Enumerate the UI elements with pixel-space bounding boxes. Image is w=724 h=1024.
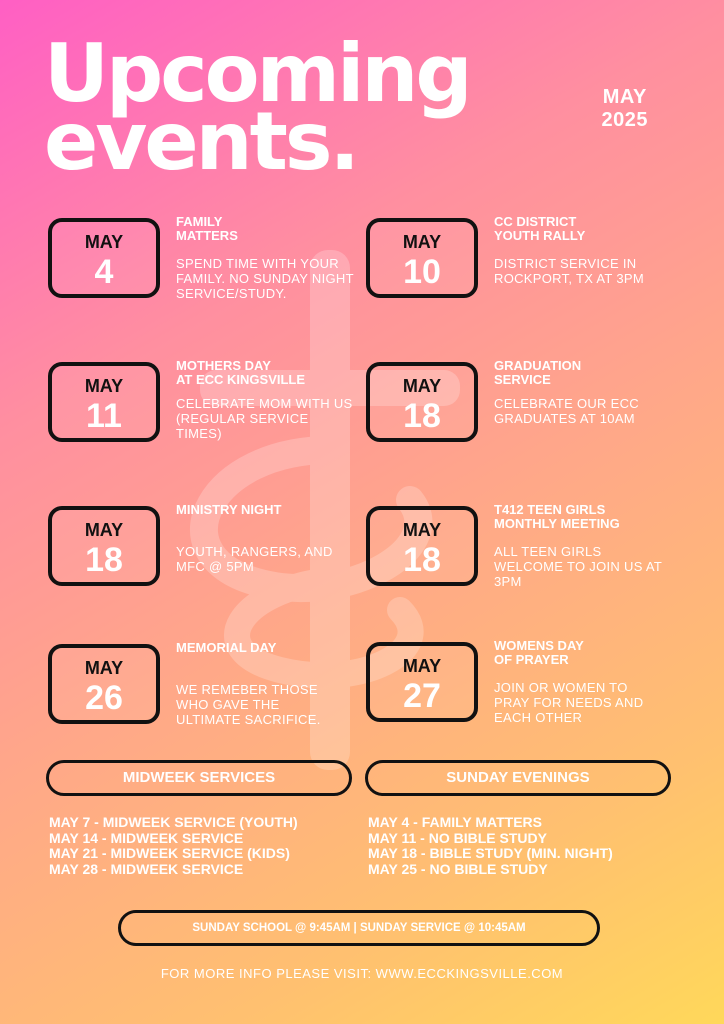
date-box	[366, 218, 478, 298]
event-title-line: YOUTH RALLY	[494, 228, 586, 243]
event-description: SPEND TIME WITH YOUR FAMILY. NO SUNDAY NIGHT SERVICE/STUDY.	[176, 256, 354, 301]
page-title	[44, 27, 470, 188]
event-card	[48, 358, 368, 462]
event-title-line: MINISTRY NIGHT	[176, 502, 282, 517]
date-box	[48, 218, 160, 298]
event-month: MAY	[402, 520, 442, 540]
event-title-line: GRADUATION	[494, 358, 582, 373]
event-month: MAY	[84, 232, 124, 252]
event-description: YOUTH, RANGERS, AND MFC @ 5PM	[176, 544, 333, 574]
service-times-banner: SUNDAY SCHOOL @ 9:45AM | SUNDAY SERVICE @ 10:45AM	[118, 910, 600, 946]
event-title-line: WOMENS DAY	[494, 638, 584, 653]
date-box	[366, 642, 478, 722]
date-box	[48, 506, 160, 586]
event-title	[494, 215, 694, 243]
event-day: 4	[94, 253, 114, 291]
event-month: MAY	[84, 658, 124, 678]
event-title	[176, 641, 376, 655]
event-description: JOIN OR WOMEN TO PRAY FOR NEEDS AND EACH OTHER	[494, 680, 644, 725]
event-description: DISTRICT SERVICE IN ROCKPORT, TX AT 3PM	[494, 256, 644, 286]
event-title-line: SERVICE	[494, 372, 551, 387]
event-title-line: MONTHLY MEETING	[494, 516, 620, 531]
event-card	[366, 358, 686, 462]
title-line-2: events.	[44, 95, 357, 188]
list-item: MAY 4 - FAMILY MATTERS	[368, 814, 542, 830]
event-month: MAY	[402, 232, 442, 252]
event-card	[366, 638, 686, 742]
midweek-services-label: MIDWEEK SERVICES	[46, 760, 352, 796]
sunday-evenings-list	[368, 815, 613, 877]
event-day: 18	[403, 397, 441, 435]
list-item: MAY 11 - NO BIBLE STUDY	[368, 829, 547, 846]
list-item: MAY 14 - MIDWEEK SERVICE	[49, 829, 244, 846]
event-card	[48, 640, 368, 744]
event-month: MAY	[402, 376, 442, 396]
event-day: 26	[85, 679, 123, 717]
footer-website-text: FOR MORE INFO PLEASE VISIT: WWW.ECCKINGSVILLE.COM	[160, 966, 564, 981]
event-title	[176, 359, 376, 387]
list-item: MAY 7 - MIDWEEK SERVICE (YOUTH)	[49, 814, 298, 830]
event-day: 11	[86, 397, 122, 435]
date-box	[366, 506, 478, 586]
event-description: CELEBRATE OUR ECC GRADUATES AT 10AM	[494, 396, 639, 426]
list-item: MAY 25 - NO BIBLE STUDY	[368, 860, 548, 877]
event-card	[48, 502, 368, 606]
midweek-schedule-list	[49, 815, 298, 877]
header-year: 2025	[601, 109, 648, 131]
sunday-evenings-label: SUNDAY EVENINGS	[365, 760, 671, 796]
event-title-line: MEMORIAL DAY	[176, 640, 277, 655]
event-day: 10	[403, 253, 441, 291]
event-title-line: MOTHERS DAY	[176, 358, 271, 373]
event-month: MAY	[402, 656, 442, 676]
event-title-line: AT ECC KINGSVILLE	[176, 372, 306, 387]
event-day: 27	[403, 677, 441, 715]
event-title-line: FAMILY	[176, 214, 223, 229]
list-item: MAY 28 - MIDWEEK SERVICE	[49, 860, 244, 877]
event-title	[176, 215, 376, 243]
list-item: MAY 21 - MIDWEEK SERVICE (KIDS)	[49, 845, 290, 861]
month-year	[602, 86, 649, 132]
event-description: CELEBRATE MOM WITH US (REGULAR SERVICE TIMES)	[176, 396, 353, 441]
event-card	[366, 502, 686, 606]
event-day: 18	[403, 541, 441, 579]
event-title-line: CC DISTRICT	[494, 214, 577, 229]
date-box	[48, 362, 160, 442]
event-day: 18	[85, 541, 123, 579]
event-title-line: OF PRAYER	[494, 652, 569, 667]
event-card	[366, 214, 686, 318]
event-month: MAY	[84, 376, 124, 396]
event-card	[48, 214, 368, 318]
event-description: WE REMEBER THOSE WHO GAVE THE ULTIMATE SACRIFICE.	[176, 682, 321, 727]
event-title	[494, 639, 694, 667]
event-month: MAY	[84, 520, 124, 540]
event-title-line: MATTERS	[176, 228, 238, 243]
event-title	[494, 503, 694, 531]
header-month: MAY	[602, 86, 647, 108]
event-title	[176, 503, 376, 517]
date-box	[366, 362, 478, 442]
list-item: MAY 18 - BIBLE STUDY (MIN. NIGHT)	[368, 845, 613, 861]
event-description: ALL TEEN GIRLS WELCOME TO JOIN US AT 3PM	[494, 544, 662, 589]
event-title-line: T412 TEEN GIRLS	[494, 502, 606, 517]
event-title	[494, 359, 694, 387]
date-box	[48, 644, 160, 724]
title-line-1: Upcoming	[44, 27, 470, 120]
